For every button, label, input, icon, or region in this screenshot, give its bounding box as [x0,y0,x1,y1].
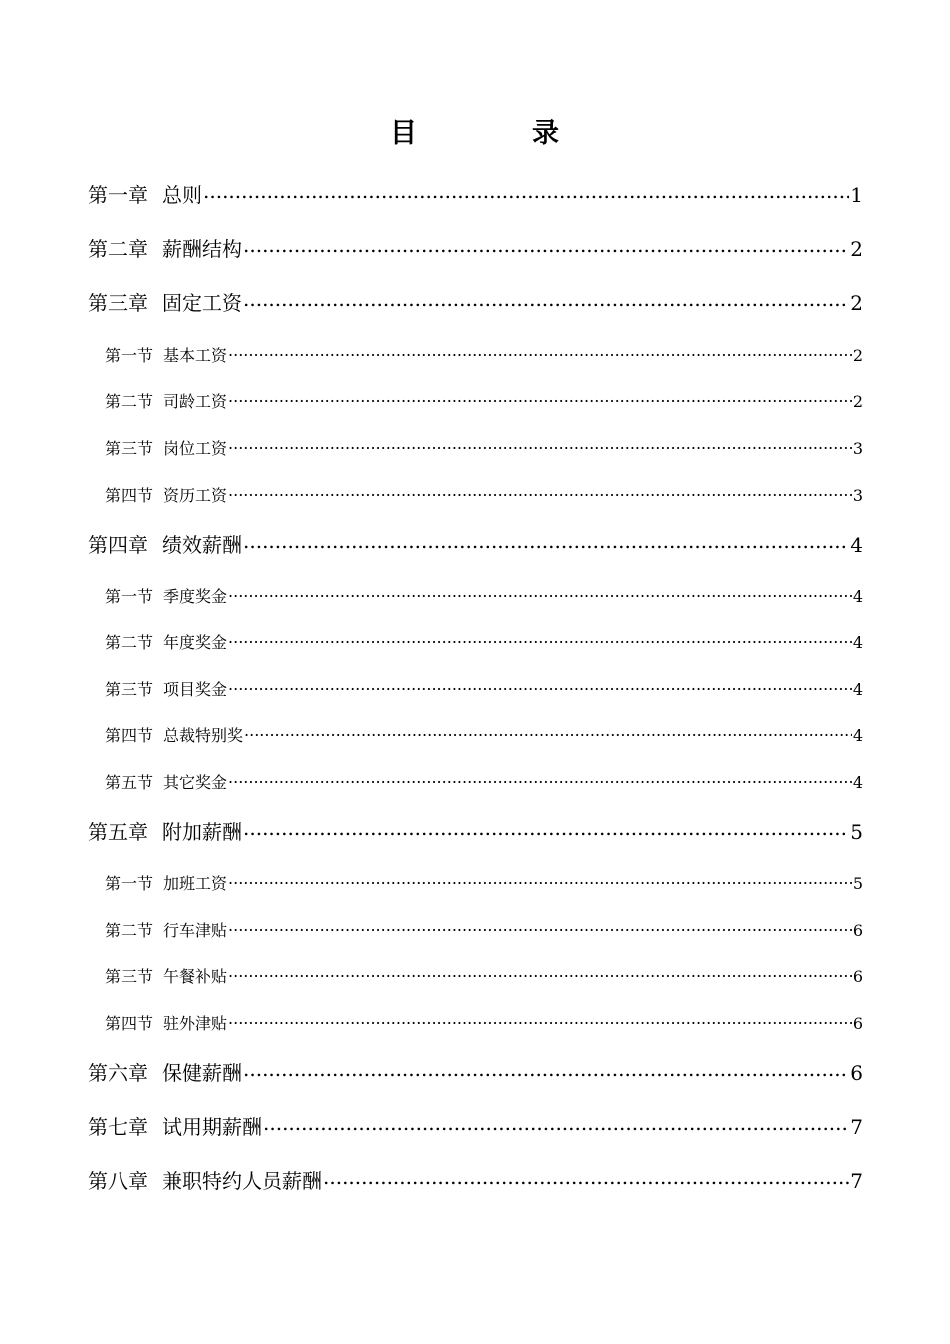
entry-number: 第四节 [105,726,154,745]
dot-leader [228,679,852,695]
entry-number: 第三节 [105,439,154,458]
toc-entry-chapter[interactable] [88,1167,863,1195]
entry-number: 第二章 [88,237,148,261]
entry-number: 第四节 [105,1014,154,1033]
entry-page-number: 7 [850,1115,863,1139]
title-part-2: 录 [532,118,559,149]
dot-leader [243,236,849,256]
entry-number: 第四节 [105,486,154,505]
toc-entry-section[interactable] [105,484,863,508]
entry-number: 第八章 [88,1169,148,1193]
entry-page-number: 6 [852,921,863,940]
toc-entry-chapter[interactable] [88,818,863,846]
entry-page-number: 1 [850,183,863,207]
entry-page-number: 2 [850,291,863,315]
dot-leader [228,632,852,648]
entry-number: 第二节 [105,633,154,652]
entry-number: 第三节 [105,680,154,699]
entry-title: 兼职特约人员薪酬 [162,1169,322,1193]
entry-number: 第二节 [105,392,154,411]
toc-entry-chapter[interactable] [88,1059,863,1087]
toc-entry-section[interactable] [105,631,863,655]
dot-leader [228,586,852,602]
entry-page-number: 6 [852,967,863,986]
entry-number: 第六章 [88,1061,148,1085]
entry-title: 固定工资 [162,291,242,315]
toc-entry-section[interactable] [105,724,863,748]
entry-number: 第五节 [105,773,154,792]
dot-leader [323,1168,849,1188]
entry-title: 保健薪酬 [162,1061,242,1085]
dot-leader [203,182,849,202]
toc-entry-chapter[interactable] [88,1113,863,1141]
entry-number: 第一节 [105,587,154,606]
toc-entry-section[interactable] [105,919,863,943]
entry-title: 岗位工资 [163,439,228,458]
toc-entry-section[interactable] [105,437,863,461]
toc-entry-chapter[interactable] [88,531,863,559]
entry-title: 绩效薪酬 [162,533,242,557]
dot-leader [228,966,852,982]
entry-title: 司龄工资 [163,392,228,411]
entry-number: 第四章 [88,533,148,557]
entry-title: 加班工资 [163,874,228,893]
entry-title: 午餐补贴 [163,967,228,986]
entry-title: 年度奖金 [163,633,228,652]
title-part-1: 目 [390,118,417,149]
entry-number: 第一章 [88,183,148,207]
entry-title: 基本工资 [163,346,228,365]
entry-page-number: 4 [852,633,863,652]
entry-title: 总则 [162,183,202,207]
entry-number: 第三节 [105,967,154,986]
entry-page-number: 4 [852,726,863,745]
entry-number: 第五章 [88,820,148,844]
toc-entry-section[interactable] [105,344,863,368]
entry-page-number: 4 [852,680,863,699]
dot-leader [243,819,849,839]
toc-entry-chapter[interactable] [88,289,863,317]
toc-entry-section[interactable] [105,678,863,702]
dot-leader [228,438,852,454]
toc-entry-section[interactable] [105,771,863,795]
entry-page-number: 6 [852,1014,863,1033]
entry-title: 其它奖金 [163,773,228,792]
entry-page-number: 6 [850,1061,863,1085]
toc-entry-section[interactable] [105,390,863,414]
toc-entry-section[interactable] [105,965,863,989]
toc-entry-chapter[interactable] [88,235,863,263]
entry-title: 项目奖金 [163,680,228,699]
entry-page-number: 2 [852,346,863,365]
dot-leader [228,920,852,936]
entry-title: 驻外津贴 [163,1014,228,1033]
dot-leader [244,725,852,741]
toc-entry-chapter[interactable] [88,181,863,209]
entry-page-number: 4 [852,587,863,606]
dot-leader [228,345,852,361]
entry-title: 附加薪酬 [162,820,242,844]
entry-title: 季度奖金 [163,587,228,606]
toc-entry-section[interactable] [105,1012,863,1036]
entry-page-number: 7 [850,1169,863,1193]
entry-page-number: 4 [850,533,863,557]
entry-page-number: 3 [852,439,863,458]
entry-page-number: 3 [852,486,863,505]
entry-title: 资历工资 [163,486,228,505]
dot-leader [243,532,849,552]
entry-number: 第二节 [105,921,154,940]
toc-entry-section[interactable] [105,872,863,896]
dot-leader [243,1060,849,1080]
entry-title: 试用期薪酬 [162,1115,262,1139]
dot-leader [228,1013,852,1029]
dot-leader [243,290,849,310]
entry-page-number: 2 [850,237,863,261]
entry-number: 第一节 [105,346,154,365]
entry-page-number: 5 [852,874,863,893]
dot-leader [228,391,852,407]
entry-page-number: 2 [852,392,863,411]
entry-title: 总裁特别奖 [163,726,244,745]
entry-number: 第七章 [88,1115,148,1139]
dot-leader [228,873,852,889]
entry-title: 薪酬结构 [162,237,242,261]
toc-entry-section[interactable] [105,585,863,609]
dot-leader [228,485,852,501]
entry-page-number: 4 [852,773,863,792]
entry-page-number: 5 [850,820,863,844]
dot-leader [263,1114,849,1134]
dot-leader [228,772,852,788]
entry-title: 行车津贴 [163,921,228,940]
entry-number: 第一节 [105,874,154,893]
entry-number: 第三章 [88,291,148,315]
